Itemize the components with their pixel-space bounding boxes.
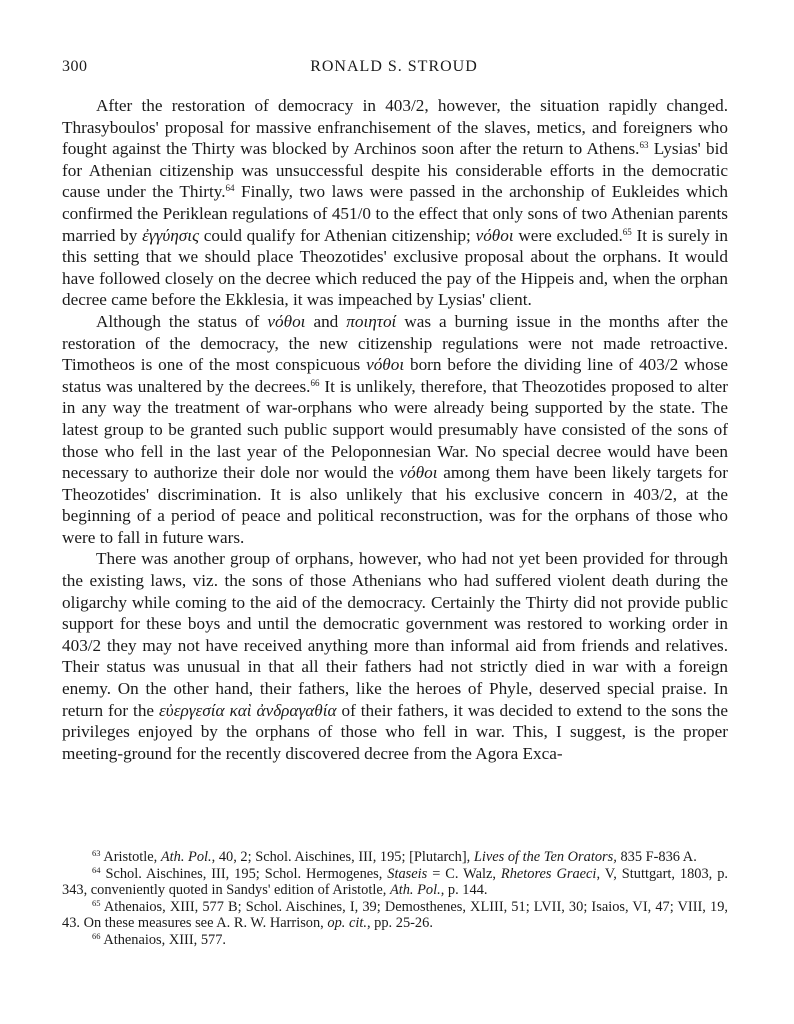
text-run: After the restoration of democracy in 403/2, however, the situation rapidly changed. Thrasyboulos' proposal for massive enfranchisement of the slaves, metics, and foreigners who fought against the Thirty was blocked by Archinos soon after the return to Athens.: [62, 96, 728, 159]
footnote: [62, 932, 728, 949]
text-run: , p. 144.: [440, 882, 488, 899]
paragraph: [62, 95, 728, 311]
text-run: Athenaios, XIII, 577 B; Schol. Aischines, I, 39; Demosthenes, XLIII, 51; LVII, 30; Isaios, VI, 47; VIII, 19, 43. On these measures see A. R. W. Harrison,: [62, 898, 728, 932]
text-run: was a burning issue in the months after the restoration of the democracy, the new citizenship regulations were not made retroactive. Timotheos is one of the most conspicuous: [62, 311, 728, 375]
text-run: 835 F-836 A.: [616, 849, 697, 865]
footnote: [62, 849, 728, 866]
footnote-number: 66: [92, 930, 101, 941]
text-run: of their fathers, it was decided to extend to the sons the privileges enjoyed by the orphans of those who fell in war. This, I suggest, is the proper meeting-ground for the recently discovered decree from the Agora Exca-: [62, 700, 728, 763]
footnote: [62, 866, 728, 899]
body-text: [62, 95, 728, 764]
page-number: 300: [62, 58, 88, 75]
greek-term: νόθοι: [366, 355, 405, 375]
text-run: Schol. Aischines, III, 195; Schol. Hermogenes,: [105, 865, 388, 882]
greek-term: νόθοι: [399, 463, 438, 483]
text-run: There was another group of orphans, however, who had not yet been provided for through the existing laws, viz. the sons of those Athenians who had suffered violent death during the oligarchy while coming to the aid of the democracy. Certainly the Thirty did not provide public support for these boys and until the democratic government was restored to working order in 403/2 they may not have received anything more than informal aid from friends and relatives. Their status was unusual in that all their fathers had not strictly died in war with a foreign enemy. On the other hand, their fathers, like the heroes of Phyle, deserved special praise. In return for the: [62, 549, 728, 720]
text-run: , V, Stuttgart, 1803, p. 343, conveniently quoted in Sandys' edition of Aristotle,: [62, 865, 729, 899]
footnote-number: 64: [92, 864, 101, 875]
footnotes: [62, 849, 728, 949]
footnote-ref: 63: [639, 140, 649, 151]
greek-term: ἐγγύησις: [142, 225, 200, 245]
italic-title: Staseis: [387, 865, 428, 882]
italic-title: op. cit.: [327, 915, 367, 932]
italic-title: Ath. Pol.: [160, 849, 212, 865]
greek-term: νόθοι: [475, 225, 514, 245]
footnote-number: 63: [92, 848, 101, 858]
paragraph: [62, 548, 728, 764]
greek-term: νόθοι: [267, 311, 306, 331]
text-run: among them have been likely targets for Theozotides' discrimination. It is also unlikely that his exclusive concern in 403/2, at the beginning of a period of peace and political reconstruction, was for the orphans of those who were to fall in future wars.: [62, 463, 728, 547]
text-run: Finally, two laws were passed in the archonship of Eukleides which confirmed the Periklean regulations of 451/0 to the effect that only sons of two Athenian parents married by: [62, 182, 728, 245]
text-run: were excluded.: [513, 225, 623, 245]
text-run: Aristotle,: [103, 849, 161, 865]
footnote-ref: 64: [225, 183, 235, 194]
text-run: Athenaios, XIII, 577.: [103, 931, 227, 948]
text-run: It is surely in this setting that we should place Theozotides' exclusive proposal about the orphans. It would have followed closely on the decree which reduced the pay of the Hippeis and, when the orphan decree came before the Ekklesia, it was impeached by Lysias' client.: [62, 225, 728, 310]
footnote-ref: 66: [310, 377, 320, 388]
italic-title: Lives of the Ten Orators,: [473, 849, 617, 865]
text-run: Although the status of: [96, 311, 268, 331]
footnote-ref: 65: [622, 226, 632, 237]
greek-term: ποιητοί: [346, 311, 397, 331]
footnote: [62, 899, 728, 932]
text-run: Lysias' bid for Athenian citizenship was unsuccessful despite his considerable efforts in the democratic cause under the Thirty.: [62, 139, 728, 202]
text-run: It is unlikely, therefore, that Theozotides proposed to alter in any way the treatment of war-orphans who were already being supported by the state. The latest group to be granted such public support would presumably have consisted of the sons of those who fell in the last year of the Peloponnesian War. No special decree would have been necessary to authorize their dole nor would the: [62, 376, 728, 483]
footnote-number: 65: [92, 897, 101, 908]
paragraph: [62, 311, 728, 549]
text-run: born before the dividing line of 403/2 whose status was unaltered by the decrees.: [62, 355, 728, 396]
text-run: , pp. 25-26.: [366, 915, 433, 932]
text-run: , 40, 2; Schol. Aischines, III, 195; [Plutarch],: [211, 849, 474, 865]
greek-term: εὐεργεσία καὶ ἀνδραγαθία: [159, 700, 337, 720]
italic-title: Rhetores Graeci: [500, 865, 597, 882]
text-run: could qualify for Athenian citizenship;: [199, 225, 476, 245]
running-head: RONALD S. STROUD: [310, 58, 478, 75]
text-run: and: [305, 311, 347, 331]
italic-title: Ath. Pol.: [389, 882, 441, 899]
text-run: = C. Walz,: [427, 865, 501, 882]
